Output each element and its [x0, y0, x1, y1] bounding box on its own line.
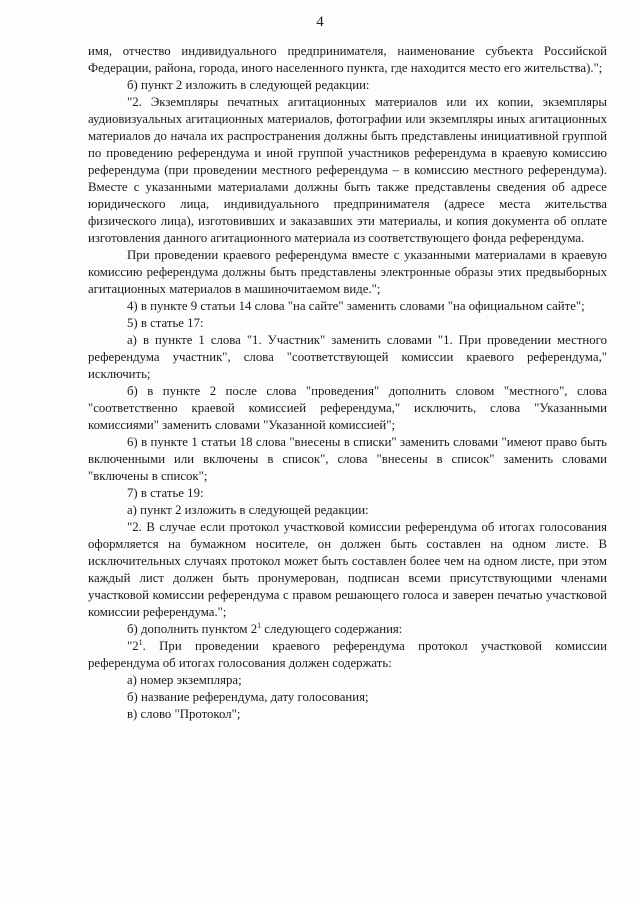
page-number: 4	[316, 14, 324, 30]
paragraph-15: а) номер экземпляра;	[127, 673, 242, 687]
paragraph-1: имя, отчество индивидуального предпринимателя, наименование субъекта Российской Федерации, района, города, иного населенного пункта, где находится место его жительства).";	[88, 44, 607, 75]
paragraph-14-text-before: "2	[127, 639, 139, 653]
paragraph-13-text-before: б) дополнить пунктом 2	[127, 622, 258, 636]
paragraph-17: в) слово "Протокол";	[127, 707, 241, 721]
paragraph-14-superscript: 1	[138, 638, 143, 647]
paragraph-13-text-after: следующего содержания:	[261, 622, 403, 636]
paragraph-13-superscript: 1	[257, 621, 262, 630]
paragraph-4: При проведении краевого референдума вместе с указанными материалами в краевую комиссию референдума должны быть представлены электронные образы этих предвыборных агитационных материалов в машиночитаемом виде.";	[88, 248, 607, 296]
paragraph-6: 5) в статье 17:	[127, 316, 204, 330]
paragraph-12: "2. В случае если протокол участковой комиссии референдума об итогах голосования оформляется на бумажном носителе, он должен быть составлен на одном листе. В исключительных случаях протокол может быть составлен более чем на одном листе, при этом каждый лист должен быть пронумерован, подписан всеми присутствующими членами участковой комиссии референдума с правом решающего голоса и заверен печатью участковой комиссии референдума.";	[88, 520, 607, 619]
paragraph-16: б) название референдума, дату голосования;	[127, 690, 369, 704]
paragraph-2: б) пункт 2 изложить в следующей редакции:	[127, 78, 370, 92]
paragraph-10: 7) в статье 19:	[127, 486, 204, 500]
paragraph-14	[88, 638, 607, 672]
paragraph-5: 4) в пункте 9 статьи 14 слова "на сайте" заменить словами "на официальном сайте";	[127, 299, 585, 313]
paragraph-13	[88, 621, 607, 638]
paragraph-8: б) в пункте 2 после слова "проведения" дополнить словом "местного", слова "соответственно краевой комиссией референдума," исключить, слова "Указанными комиссиями" заменить словами "Указанной комиссией";	[88, 384, 607, 432]
paragraph-11: а) пункт 2 изложить в следующей редакции:	[127, 503, 369, 517]
paragraph-3: "2. Экземпляры печатных агитационных материалов или их копии, экземпляры аудиовизуальных агитационных материалов, фотографии или экземпляры иных агитационных материалов до начала их распространения должны быть представлены инициативной группой по проведению референдума и иной группой участников референдума в краевую комиссию референдума (при проведении местного референдума – в комиссию местного референдума). Вместе с указанными материалами должны быть также представлены сведения об адресе юридического лица, индивидуального предпринимателя (адресе места жительства физического лица), изготовивших и заказавших эти материалы, и копия документа об оплате изготовления данного агитационного материала из соответствующего фонда референдума.	[88, 95, 607, 245]
paragraph-7: а) в пункте 1 слова "1. Участник" заменить словами "1. При проведении местного референдума участник", слова "соответствующей комиссии краевого референдума," исключить;	[88, 333, 607, 381]
paragraph-9: 6) в пункте 1 статьи 18 слова "внесены в списки" заменить словами "имеют право быть включенными или включены в список", слова "внесены в список" заменить словами "включены в список";	[88, 435, 607, 483]
document-body	[88, 43, 607, 723]
paragraph-14-text-after: . При проведении краевого референдума протокол участковой комиссии референдума об итогах голосования должен содержать:	[88, 639, 607, 670]
